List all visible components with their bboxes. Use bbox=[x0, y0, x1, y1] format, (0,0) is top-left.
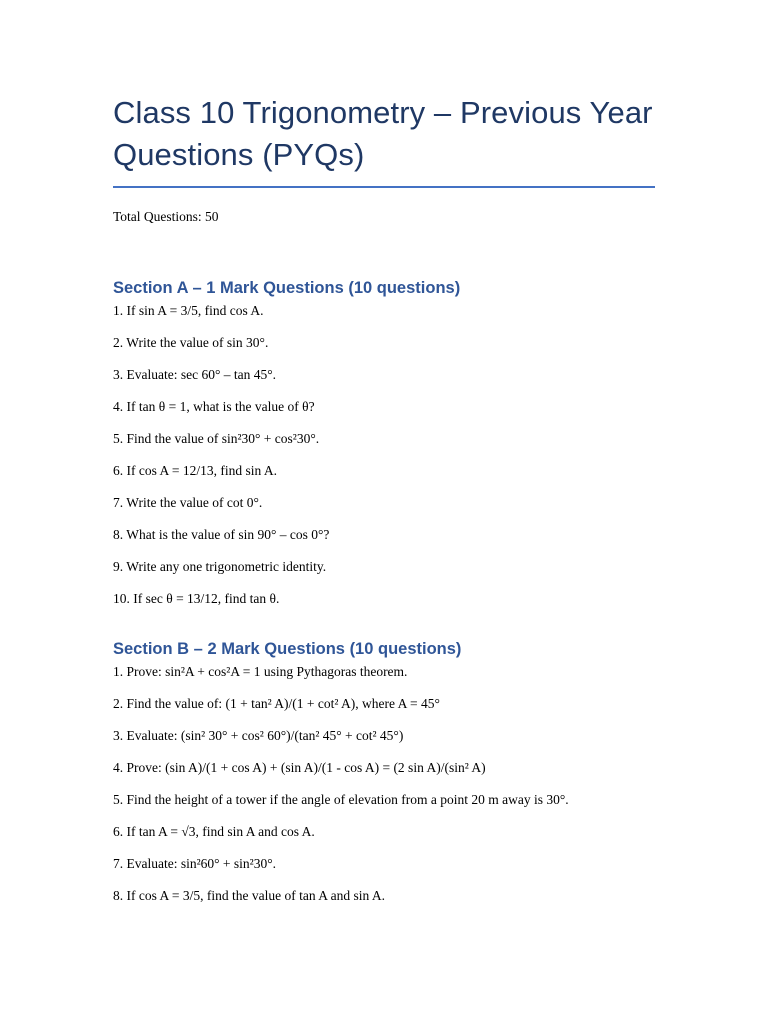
question-item: 1. If sin A = 3/5, find cos A. bbox=[113, 303, 264, 318]
question-item: 8. If cos A = 3/5, find the value of tan A and sin A. bbox=[113, 888, 385, 903]
title-underline bbox=[113, 186, 655, 188]
question-item: 4. Prove: (sin A)/(1 + cos A) + (sin A)/(1 - cos A) = (2 sin A)/(sin² A) bbox=[113, 760, 486, 775]
question-item: 7. Write the value of cot 0°. bbox=[113, 495, 263, 510]
document-title: Class 10 Trigonometry – Previous Year Questions (PYQs) bbox=[113, 95, 653, 172]
question-item: 5. Find the height of a tower if the angle of elevation from a point 20 m away is 30°. bbox=[113, 792, 569, 807]
question-item: 6. If cos A = 12/13, find sin A. bbox=[113, 463, 277, 478]
total-questions: Total Questions: 50 bbox=[113, 209, 219, 224]
question-item: 3. Evaluate: sec 60° – tan 45°. bbox=[113, 367, 277, 382]
question-item: 2. Write the value of sin 30°. bbox=[113, 335, 269, 350]
question-item: 10. If sec θ = 13/12, find tan θ. bbox=[113, 591, 280, 606]
question-item: 1. Prove: sin²A + cos²A = 1 using Pythagoras theorem. bbox=[113, 664, 408, 679]
question-item: 2. Find the value of: (1 + tan² A)/(1 + cot² A), where A = 45° bbox=[113, 696, 440, 711]
section-a-heading: Section A – 1 Mark Questions (10 questions) bbox=[113, 279, 461, 297]
question-item: 8. What is the value of sin 90° – cos 0°? bbox=[113, 527, 330, 542]
question-item: 7. Evaluate: sin²60° + sin²30°. bbox=[113, 856, 276, 871]
section-a bbox=[113, 277, 655, 608]
section-b bbox=[113, 638, 655, 905]
section-b-question-list bbox=[113, 663, 655, 905]
question-item: 4. If tan θ = 1, what is the value of θ? bbox=[113, 399, 315, 414]
document-page bbox=[113, 92, 655, 905]
question-item: 5. Find the value of sin²30° + cos²30°. bbox=[113, 431, 320, 446]
question-item: 6. If tan A = √3, find sin A and cos A. bbox=[113, 824, 315, 839]
question-item: 3. Evaluate: (sin² 30° + cos² 60°)/(tan² 45° + cot² 45°) bbox=[113, 728, 404, 743]
section-a-question-list bbox=[113, 302, 655, 608]
section-b-heading: Section B – 2 Mark Questions (10 questions) bbox=[113, 640, 462, 658]
question-item: 9. Write any one trigonometric identity. bbox=[113, 559, 327, 574]
